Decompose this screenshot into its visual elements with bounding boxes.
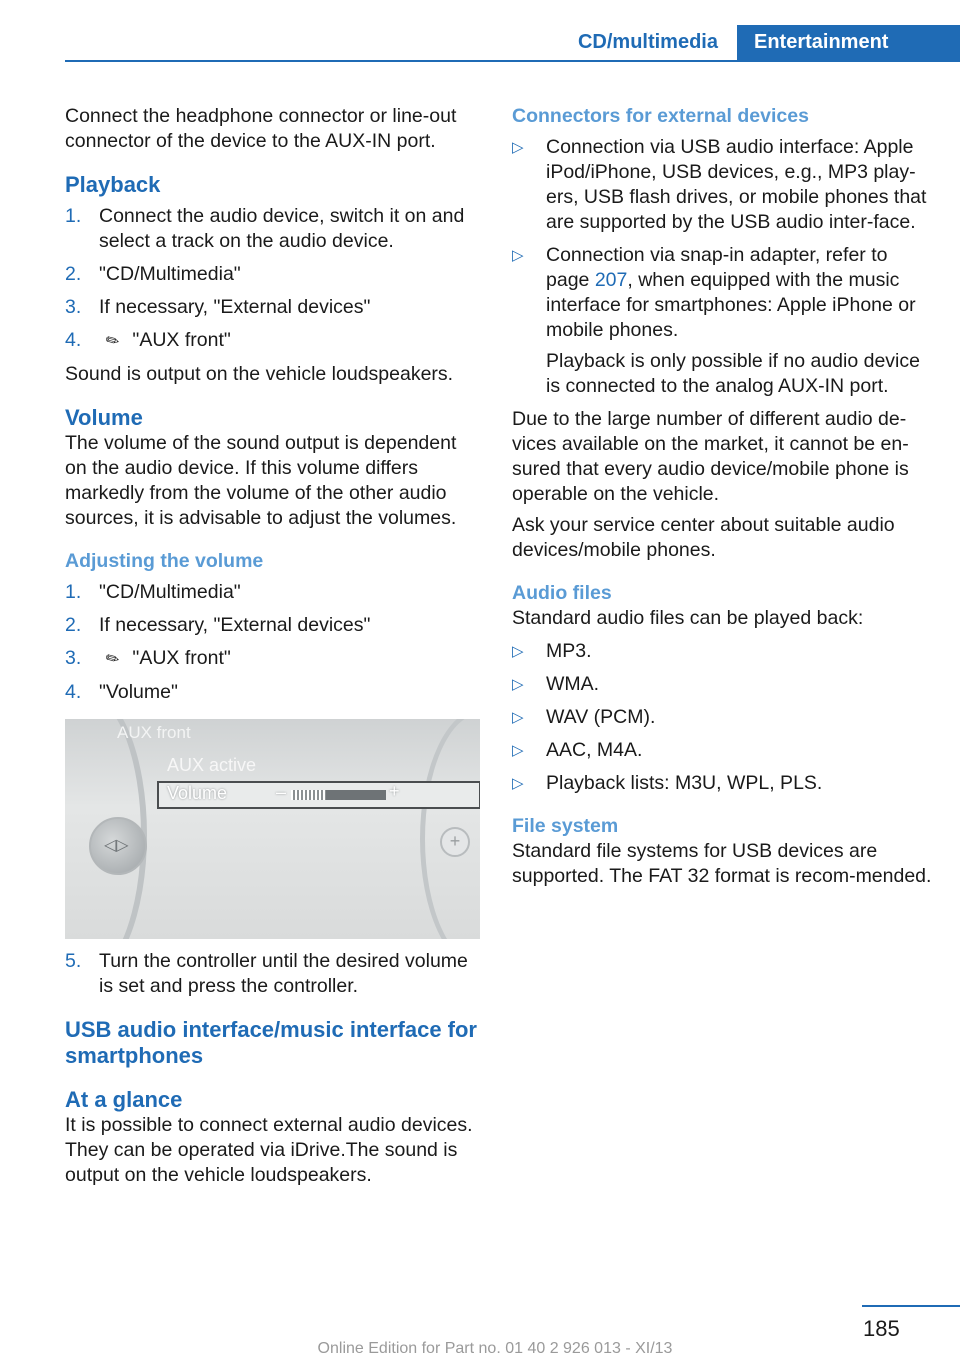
minus-icon: – [276,782,287,802]
list-item [512,135,932,235]
header-chapter-tab [737,25,960,62]
step-text: Connect the audio device, switch it on and select a track on the audio device. [99,205,465,252]
triangle-bullet-icon: ▷ [512,247,524,264]
bullet-text: Connection via USB audio interface: Apple iPod/iPhone, USB devices, e.g., MP3 play‐ers, USB flash drives, or mobile phones that are supported by the USB audio inter‐face. [546,136,927,233]
page-link[interactable]: 207 [594,269,628,291]
right-column [512,104,932,889]
step-number: 3. [65,296,82,318]
triangle-bullet-icon: ▷ [512,643,524,660]
page-number-rule [862,1305,960,1307]
step-number: 5. [65,950,82,972]
list-item [512,243,932,399]
connectors-list [512,135,932,399]
adjust-volume-heading: Adjusting the volume [65,550,264,572]
bullet-text: MP3. [546,640,592,662]
step-number: 1. [65,205,82,227]
plus-circle-icon: + [440,827,470,857]
volume-heading: Volume [65,405,143,430]
glance-heading: At a glance [65,1087,183,1112]
step-text: "CD/Multimedia" [99,263,241,285]
usb-heading: USB audio interface/music interface for smartphones [65,1017,477,1068]
triangle-bullet-icon: ▷ [512,139,524,156]
step-text: If necessary, "External devices" [99,296,371,318]
list-item [512,672,932,697]
left-column [65,104,483,1188]
triangle-bullet-icon: ▷ [512,742,524,759]
list-item [65,613,483,638]
playback-heading: Playback [65,172,161,197]
screen-status: AUX active [167,755,257,775]
idrive-screen-image [65,719,480,939]
glance-text: It is possible to connect external audio devices. They can be operated via iDrive.The sound is output on the vehicle loudspeakers. [65,1114,473,1186]
bullet-text: , when equipped with the music interface for smartphones: Apple iPhone or mobile phones. [546,269,916,341]
list-item [512,771,932,796]
step-text: "AUX front" [132,329,231,351]
file-system-text: Standard file systems for USB devices are supported. The FAT 32 format is recom‐mended. [512,840,932,887]
intro-text: Connect the headphone connector or line-out connector of the device to the AUX-IN port. [65,105,457,152]
volume-bar [291,790,386,800]
formats-list [512,639,932,796]
triangle-bullet-icon: ▷ [512,775,524,792]
edition-text: Online Edition for Part no. 01 40 2 926 013 - XI/13 [317,1340,673,1357]
bullet-text: Playback lists: M3U, WPL, PLS. [546,772,823,794]
list-item [65,646,483,672]
list-item [65,949,483,999]
playback-steps [65,204,483,354]
step-text: If necessary, "External devices" [99,614,371,636]
list-item [65,204,483,254]
list-item [512,705,932,730]
volume-row [157,781,480,809]
ask-text: Ask your service center about suitable audio devices/mobile phones. [512,514,895,561]
audio-files-heading: Audio files [512,582,612,604]
plus-icon: + [389,781,400,801]
list-item [65,680,483,705]
bullet-note: Playback is only possible if no audio device is connected to the analog AUX-IN port. [546,350,920,397]
volume-label: Volume [167,783,228,803]
list-item [65,262,483,287]
step-number: 4. [65,681,82,703]
audio-files-text: Standard audio files can be played back: [512,607,864,629]
step-number: 1. [65,581,82,603]
bullet-text: WMA. [546,673,600,695]
step-number: 2. [65,614,82,636]
controller-knob-icon: ◁▷ [89,817,147,875]
step-number: 3. [65,647,82,669]
bullet-text: AAC, M4A. [546,739,643,761]
aux-plug-icon: ✎ [102,330,124,353]
triangle-bullet-icon: ▷ [512,676,524,693]
volume-text: The volume of the sound output is dependent on the audio device. If this volume differs markedly from the volume of the other audio sources, it is advisable to adjust the volumes. [65,432,457,529]
step-number: 4. [65,329,82,351]
step-text: Turn the controller until the desired volume is set and press the controller. [99,950,468,997]
step-number: 2. [65,263,82,285]
market-text: Due to the large number of different audio de‐vices available on the market, it cannot be en‐sured that every audio device/mobile phone is operable on the vehicle. [512,408,909,505]
aux-plug-icon: ✎ [102,648,124,671]
connectors-heading: Connectors for external devices [512,105,809,127]
playback-note: Sound is output on the vehicle loudspeakers. [65,363,454,385]
triangle-bullet-icon: ▷ [512,709,524,726]
step-text: "Volume" [99,681,178,703]
screen-title: AUX front [117,723,191,742]
file-system-heading: File system [512,815,619,837]
step-text: "AUX front" [132,647,231,669]
step-text: "CD/Multimedia" [99,581,241,603]
volume-bar-fill [291,790,326,800]
header-chapter-title: Entertainment [754,31,889,53]
page-number: 185 [863,1316,900,1341]
list-item [65,328,483,354]
list-item [65,295,483,320]
list-item [65,580,483,605]
bullet-text: WAV (PCM). [546,706,656,728]
adjust-steps-continued [65,949,483,999]
list-item [512,738,932,763]
adjust-steps [65,580,483,705]
bullet-text: Connection via snap-in adapter, refer to page [546,244,888,291]
header-section-title: CD/multimedia [577,31,718,53]
list-item [512,639,932,664]
